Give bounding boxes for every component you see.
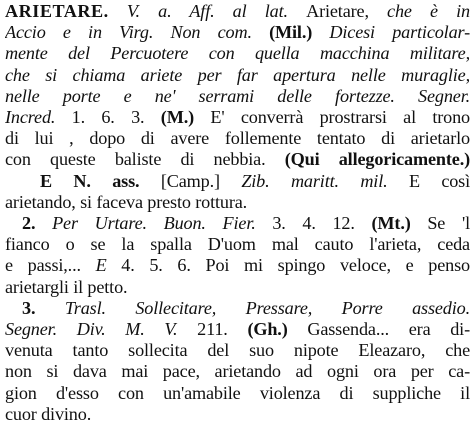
text-run: di lui , dopo di avere follemente tentato di arietarlo — [5, 128, 470, 149]
text-run: che si chiama ariete per far apertura nelle muraglie, — [5, 64, 470, 85]
text-line — [5, 234, 470, 255]
text-run: non si dava mai pace, arietando ad ogni ora per ca- — [5, 361, 470, 382]
text-line — [5, 404, 470, 425]
text-run: 2. — [22, 213, 53, 233]
text-run: E' converrà prostrarsi al trono — [210, 107, 470, 127]
text-run: E così — [408, 170, 470, 191]
text-line — [5, 65, 470, 86]
text-run: (M.) — [160, 107, 211, 127]
text-line — [5, 43, 470, 64]
text-run: Segner. Div. M. V. — [5, 319, 198, 339]
text-run: E N. ass. — [40, 170, 161, 191]
text-line — [40, 171, 470, 192]
text-line — [22, 298, 470, 319]
text-run: nelle porte e ne' serrami delle fortezze. Segner. — [5, 85, 470, 106]
text-run: 4. 5. 6. Poi mi spingo veloce, e penso — [121, 255, 470, 276]
text-run: Per Urtare. Buon. Fier. — [52, 213, 273, 233]
text-run: che è in — [387, 1, 470, 21]
text-run: 3. — [22, 297, 65, 318]
text-run: (Mil.) — [269, 22, 330, 43]
text-run: con queste baliste di nebbia. — [5, 149, 285, 170]
text-line — [5, 128, 470, 149]
text-run: fianco o se la spalla D'uom mal cauto l'arieta, ceda — [5, 234, 470, 255]
text-run: 1. 6. 3. — [71, 107, 161, 127]
text-line — [5, 319, 470, 340]
text-line — [5, 383, 470, 404]
text-line — [5, 361, 470, 382]
text-line — [5, 255, 470, 276]
text-run: (Qui allegoricamente.) — [284, 149, 470, 170]
headword: ARIETARE. — [5, 1, 109, 21]
text-run: V. a. Aff. al lat. — [108, 1, 307, 21]
text-run: gion d'esso con un'amabile violenza di suppliche il — [5, 382, 470, 403]
text-line — [5, 277, 470, 298]
text-run: (Mt.) — [371, 213, 428, 233]
text-line — [5, 107, 470, 128]
text-run: arietando, si faceva presto rottura. — [5, 191, 248, 212]
text-run: Gassenda... era di- — [307, 319, 470, 339]
text-run: cuor divino. — [5, 403, 92, 424]
text-run: e passi,... — [5, 255, 96, 276]
text-run: Incred. — [5, 107, 72, 127]
text-run: 211. — [197, 319, 248, 339]
text-line — [22, 213, 470, 234]
text-run: 3. 4. 12. — [272, 213, 372, 233]
text-run: arietargli il petto. — [5, 276, 128, 297]
text-run: [Camp.] — [160, 170, 242, 191]
text-line — [5, 340, 470, 361]
text-line — [5, 22, 470, 43]
text-line — [5, 149, 470, 170]
text-run: venuta tanto sollecita del suo nipote Eleazaro, che — [5, 340, 470, 361]
text-run: Zib. maritt. mil. — [241, 170, 409, 191]
text-run: Dicesi particolar- — [329, 22, 470, 43]
text-run: E — [95, 255, 122, 276]
text-run: (Gh.) — [247, 319, 308, 339]
text-run: Se 'l — [427, 213, 470, 233]
text-run: mente del Percuotere con quella macchina militare, — [5, 43, 470, 64]
text-run: Arietare, — [306, 1, 388, 21]
text-line — [5, 86, 470, 107]
text-line — [5, 1, 470, 22]
text-run: Trasl. Sollecitare, Pressare, Porre assedio. — [64, 297, 470, 318]
text-line — [5, 192, 470, 213]
text-run: Accio e in Virg. Non com. — [5, 22, 270, 43]
